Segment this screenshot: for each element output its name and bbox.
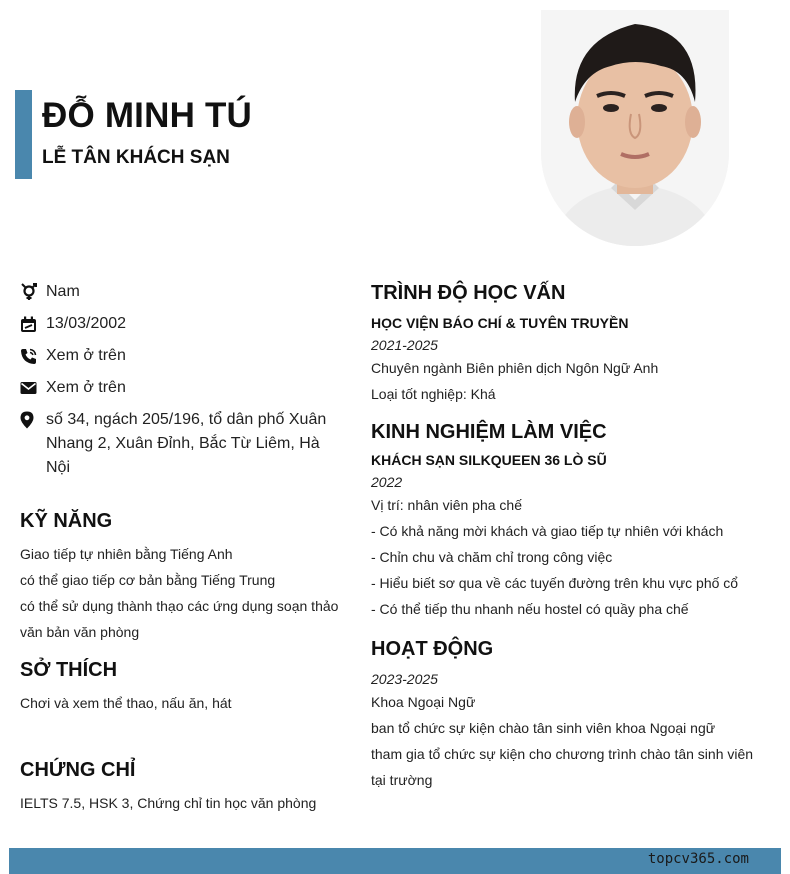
footer-site: topcv365.com	[647, 851, 749, 867]
info-address	[20, 408, 350, 480]
education-period: 2021-2025	[371, 337, 438, 353]
experience-item: - Chỉn chu và chăm chỉ trong công việc	[371, 549, 613, 565]
candidate-name: ĐỖ MINH TÚ	[42, 96, 253, 135]
info-gender	[20, 280, 350, 304]
footer-bar	[9, 848, 781, 874]
activities-period: 2023-2025	[371, 671, 438, 687]
left-column	[20, 280, 350, 816]
calendar-icon	[20, 312, 46, 336]
birthdate-value: 13/03/2002	[46, 315, 127, 332]
info-email	[20, 376, 350, 400]
education-major: Chuyên ngành Biên phiên dịch Ngôn Ngữ Anh	[371, 360, 659, 376]
phone-value: Xem ở trên	[46, 347, 126, 364]
activities-title: HOẠT ĐỘNG	[371, 638, 494, 660]
certificates-text: IELTS 7.5, HSK 3, Chứng chỉ tin học văn phòng	[20, 795, 317, 811]
info-birthdate	[20, 312, 350, 336]
skills-item: có thể giao tiếp cơ bản bằng Tiếng Trung	[20, 572, 276, 588]
gender-value: Nam	[46, 283, 80, 300]
education-grade: Loại tốt nghiệp: Khá	[371, 386, 496, 402]
envelope-icon	[20, 376, 46, 400]
info-phone	[20, 344, 350, 368]
right-column	[371, 280, 771, 793]
skills-item: Giao tiếp tự nhiên bằng Tiếng Anh	[20, 546, 233, 562]
experience-item: - Có thể tiếp thu nhanh nếu hostel có quầy pha chế	[371, 601, 689, 617]
experience-position: Vị trí: nhân viên pha chế	[371, 497, 522, 513]
skills-item: có thể sử dụng thành thạo các ứng dụng soạn thảo văn bản văn phòng	[20, 598, 339, 640]
location-pin-icon	[20, 408, 46, 432]
experience-item: - Hiểu biết sơ qua về các tuyến đường trên khu vực phố cổ	[371, 575, 739, 591]
email-value: Xem ở trên	[46, 379, 126, 396]
address-value: số 34, ngách 205/196, tổ dân phố Xuân Nhang 2, Xuân Đỉnh, Bắc Từ Liêm, Hà Nội	[46, 411, 327, 476]
skills-title: KỸ NĂNG	[20, 510, 113, 532]
experience-period: 2022	[371, 474, 403, 490]
profile-photo	[541, 10, 729, 246]
hobbies-title: SỞ THÍCH	[20, 659, 118, 681]
phone-icon	[20, 344, 46, 368]
gender-icon	[20, 280, 46, 304]
activities-item: ban tổ chức sự kiện chào tân sinh viên khoa Ngoại ngữ	[371, 720, 716, 736]
certificates-title: CHỨNG CHỈ	[20, 759, 136, 781]
experience-item: - Có khả năng mời khách và giao tiếp tự nhiên với khách	[371, 523, 724, 539]
hobbies-text: Chơi và xem thể thao, nấu ăn, hát	[20, 695, 232, 711]
experience-company: KHÁCH SẠN SILKQUEEN 36 LÒ SŨ	[371, 452, 607, 468]
candidate-title: LỄ TÂN KHÁCH SẠN	[42, 147, 230, 168]
education-school: HỌC VIỆN BÁO CHÍ & TUYÊN TRUYỀN	[371, 315, 629, 331]
education-title: TRÌNH ĐỘ HỌC VẤN	[371, 282, 566, 304]
activities-org: Khoa Ngoại Ngữ	[371, 694, 476, 710]
activities-item: tham gia tổ chức sự kiện cho chương trình chào tân sinh viên tại trường	[371, 746, 754, 788]
experience-title: KINH NGHIỆM LÀM VIỆC	[371, 421, 607, 443]
header-accent-bar	[15, 90, 32, 179]
